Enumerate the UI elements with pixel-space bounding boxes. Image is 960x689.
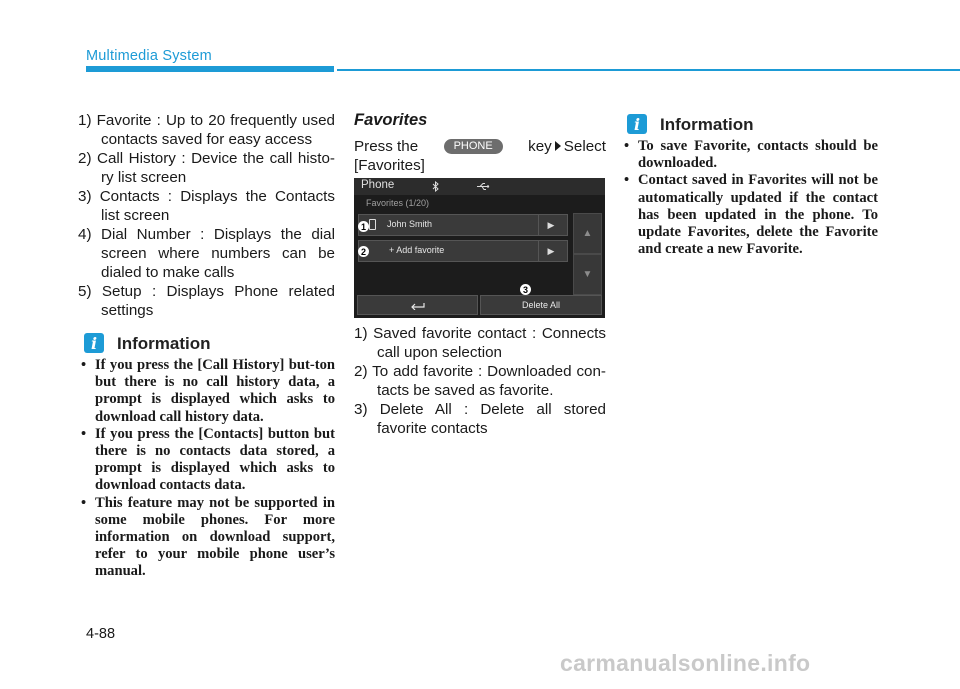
add-favorite-label: + Add favorite <box>389 245 445 255</box>
list-item: • If you press the [Contacts] button but there is no contacts data stored, a prompt is displayed which asks to download contacts data. <box>78 426 335 495</box>
phone-menu-list <box>78 111 335 320</box>
list-item: 2) To add favorite : Downloaded con-tacts be saved as favorite. <box>354 363 606 399</box>
info-icon: i <box>84 333 104 353</box>
info-title: Information <box>117 333 211 353</box>
list-item: 1) Favorite : Up to 20 frequently used contacts saved for easy access <box>78 112 335 148</box>
phone-favorites-screen <box>354 178 605 318</box>
list-item: 5) Setup : Displays Phone related settings <box>78 283 335 319</box>
phone-key-badge: PHONE <box>444 139 503 154</box>
back-icon <box>410 301 426 310</box>
list-item: 3) Delete All : Delete all stored favorite contacts <box>354 401 606 437</box>
instruction-line: Press the PHONE key Select <box>354 138 606 155</box>
callout-1: 1 <box>358 221 369 232</box>
arrow-right-icon <box>555 141 561 151</box>
list-item: • To save Favorite, contacts should be downloaded. <box>621 138 878 172</box>
back-button[interactable] <box>357 295 478 315</box>
bluetooth-icon <box>432 181 440 192</box>
list-item: 3) Contacts : Displays the Contacts list screen <box>78 188 335 224</box>
column-middle <box>354 111 606 175</box>
scroll-down-button[interactable] <box>573 254 602 295</box>
list-item: • Contact saved in Favorites will not be automatically updated if the contact has been updated in the phone. To update Favorites, delete the Favorite and create a new Favorite. <box>621 172 878 258</box>
arrow-right-icon[interactable]: ▶ <box>538 241 563 261</box>
favorites-count: Favorites (1/20) <box>366 198 430 208</box>
list-item: • If you press the [Call History] but-ton but there is no call history data, a prompt is displayed which asks to download call history data. <box>78 357 335 426</box>
favorites-legend <box>354 324 606 438</box>
list-item: 2) Call History : Device the call histo-ry list screen <box>78 150 335 186</box>
list-item: 1) Saved favorite contact : Connects call upon selection <box>354 325 606 361</box>
contact-name: John Smith <box>387 219 433 229</box>
header-rule <box>337 69 960 71</box>
scroll-up-button[interactable] <box>573 213 602 254</box>
column-left <box>78 111 335 581</box>
favorite-contact-row[interactable] <box>358 214 568 236</box>
list-item: • This feature may not be supported in some mobile phones. For more information on download support, refer to your mobile phone user’s manual. <box>78 495 335 581</box>
info-bullets <box>78 357 335 581</box>
arrow-right-icon[interactable]: ▶ <box>538 215 563 235</box>
favorites-heading: Favorites <box>354 111 428 129</box>
phone-icon <box>369 219 376 230</box>
info-icon: i <box>627 114 647 134</box>
instruction-target: [Favorites] <box>354 157 425 174</box>
delete-all-button[interactable]: Delete All <box>480 295 602 315</box>
watermark: carmanualsonline.info <box>560 650 811 676</box>
page-number: 4-88 <box>86 626 116 642</box>
info-bullets <box>621 138 878 258</box>
column-right <box>621 111 878 258</box>
info-heading <box>78 333 335 353</box>
callout-2: 2 <box>358 246 369 257</box>
list-item: 4) Dial Number : Displays the dial screen where numbers can be dialed to make calls <box>78 226 335 281</box>
usb-icon <box>476 182 490 191</box>
scroll-up-icon: ▲ <box>582 228 593 239</box>
header-accent-bar <box>86 66 334 72</box>
info-heading <box>621 114 878 134</box>
scroll-down-icon: ▼ <box>582 269 593 280</box>
callout-3: 3 <box>520 284 531 295</box>
screen-title: Phone <box>361 179 395 191</box>
info-title: Information <box>660 114 754 134</box>
section-title: Multimedia System <box>86 48 212 64</box>
add-favorite-row[interactable] <box>358 240 568 262</box>
